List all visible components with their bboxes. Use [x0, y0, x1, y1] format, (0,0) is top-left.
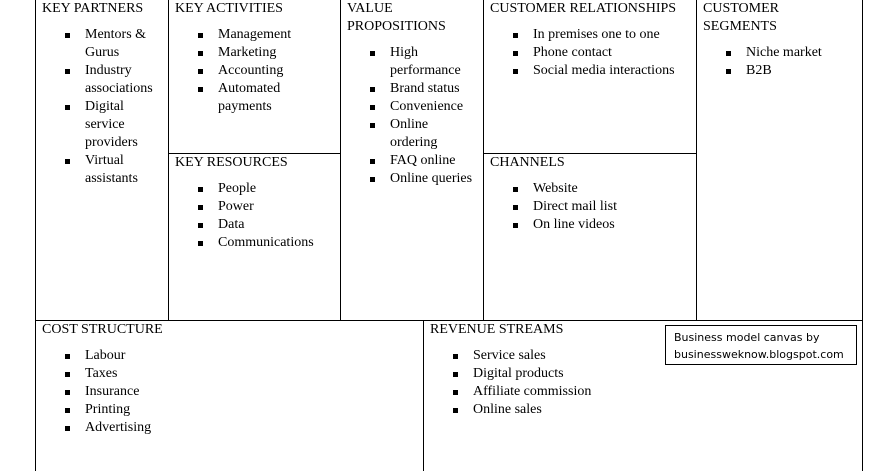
- list-item: Online ordering: [347, 116, 450, 152]
- grid-line-activities-value: [340, 0, 341, 321]
- list-item: Marketing: [175, 44, 337, 62]
- cost-structure-section: [42, 321, 420, 437]
- grid-line-value-relationships: [483, 0, 484, 321]
- list-item: Digital service providers: [42, 98, 166, 152]
- grid-line-right: [862, 0, 863, 471]
- list-item: Direct mail list: [490, 198, 694, 216]
- list-item: Social media interactions: [490, 62, 694, 80]
- channels-list: [490, 180, 694, 234]
- key-partners-section: [42, 0, 166, 188]
- key-activities-list: [175, 26, 337, 116]
- list-item: B2B: [703, 62, 860, 80]
- value-propositions-section: [347, 0, 481, 188]
- customer-segments-section: [703, 0, 860, 80]
- key-partners-list: [42, 26, 166, 188]
- revenue-streams-title: REVENUE STREAMS: [430, 322, 564, 337]
- list-item: Service sales: [430, 347, 660, 365]
- list-item: Labour: [42, 347, 420, 365]
- list-item: Digital products: [430, 365, 660, 383]
- customer-relationships-title: CUSTOMER RELATIONSHIPS: [490, 1, 677, 16]
- list-item: Management: [175, 26, 337, 44]
- list-item: High performance: [347, 44, 475, 80]
- list-item: Insurance: [42, 383, 420, 401]
- credit-line-1: Business model canvas by: [674, 331, 820, 344]
- customer-relationships-section: [490, 0, 694, 80]
- key-activities-section: [175, 0, 337, 116]
- customer-relationships-list: [490, 26, 694, 80]
- cost-structure-title: COST STRUCTURE: [42, 322, 163, 337]
- list-item: Printing: [42, 401, 420, 419]
- value-propositions-title: VALUE PROPOSITIONS: [347, 1, 446, 34]
- list-item: Communications: [175, 234, 337, 252]
- list-item: On line videos: [490, 216, 694, 234]
- list-item: Online queries: [347, 170, 481, 188]
- key-resources-list: [175, 180, 337, 252]
- key-resources-title: KEY RESOURCES: [175, 155, 288, 170]
- list-item: Automated payments: [175, 80, 298, 116]
- list-item: Brand status: [347, 80, 481, 98]
- revenue-streams-section: [430, 321, 660, 419]
- list-item: Data: [175, 216, 337, 234]
- grid-line-left: [35, 0, 36, 471]
- list-item: Accounting: [175, 62, 337, 80]
- list-item: Phone contact: [490, 44, 694, 62]
- list-item: Industry associations: [42, 62, 166, 98]
- list-item: Taxes: [42, 365, 420, 383]
- list-item: Power: [175, 198, 337, 216]
- key-partners-title: KEY PARTNERS: [42, 1, 144, 16]
- list-item: Affiliate commission: [430, 383, 660, 401]
- grid-line-cost-revenue: [423, 320, 424, 471]
- list-item: Niche market: [703, 44, 860, 62]
- grid-line-partners-activities: [168, 0, 169, 321]
- channels-section: [490, 154, 694, 234]
- list-item: Website: [490, 180, 694, 198]
- list-item: Advertising: [42, 419, 420, 437]
- list-item: Virtual assistants: [42, 152, 166, 188]
- list-item: FAQ online: [347, 152, 481, 170]
- credit-box: [665, 325, 857, 365]
- list-item: People: [175, 180, 337, 198]
- list-item: In premises one to one: [490, 26, 694, 44]
- key-resources-section: [175, 154, 337, 252]
- key-activities-title: KEY ACTIVITIES: [175, 1, 283, 16]
- customer-segments-list: [703, 44, 860, 80]
- cost-structure-list: [42, 347, 420, 437]
- grid-line-relationships-segments: [696, 0, 697, 321]
- customer-segments-title: CUSTOMER SEGMENTS: [703, 1, 779, 34]
- channels-title: CHANNELS: [490, 155, 565, 170]
- list-item: Online sales: [430, 401, 660, 419]
- credit-line-2: businessweknow.blogspot.com: [674, 348, 844, 361]
- revenue-streams-list: [430, 347, 660, 419]
- list-item: Mentors & Gurus: [42, 26, 166, 62]
- list-item: Convenience: [347, 98, 481, 116]
- value-propositions-list: [347, 44, 481, 188]
